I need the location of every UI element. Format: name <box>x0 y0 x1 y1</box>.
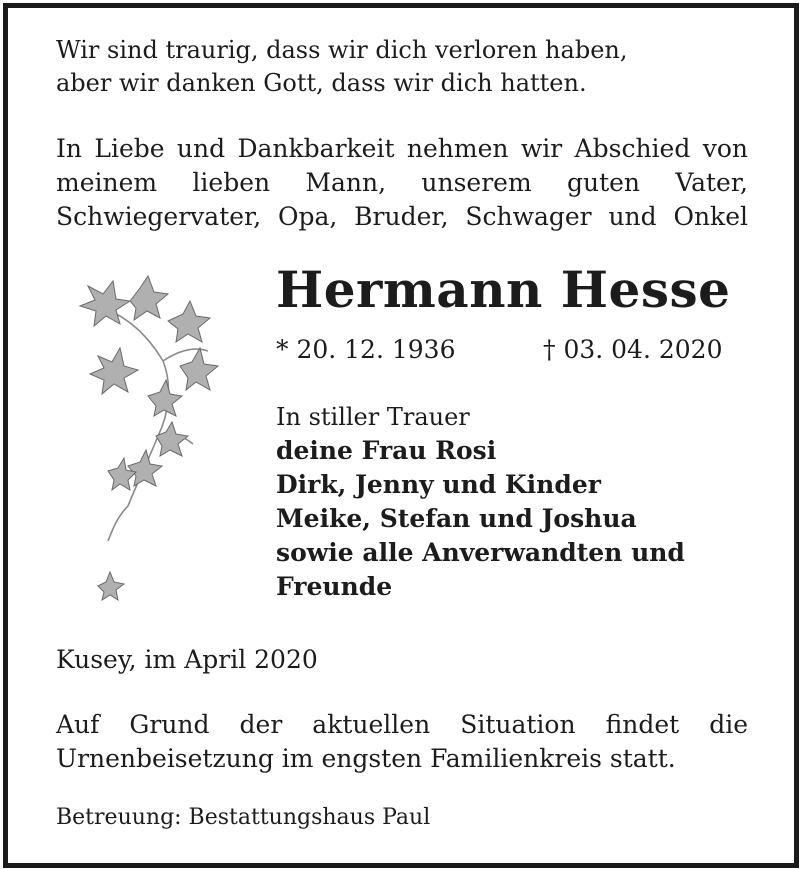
mourner-line-2: Dirk, Jenny und Kinder <box>276 470 601 499</box>
mourner-line-5: Freunde <box>276 572 393 601</box>
mourner-line-4: sowie alle Anverwandten und <box>276 538 685 567</box>
intro-line-2: meinem lieben Mann, unserem guten Vater, <box>56 168 748 197</box>
birth-date: * 20. 12. 1936 <box>276 335 456 364</box>
deceased-name: Hermann Hesse <box>276 260 731 319</box>
mourner-line-3: Meike, Stefan und Joshua <box>276 504 637 533</box>
notice-line-2: Urnenbeisetzung im engsten Familienkreis statt. <box>56 744 676 773</box>
obituary-frame <box>3 3 799 868</box>
funeral-home: Betreuung: Bestattungshaus Paul <box>56 805 431 830</box>
mourners-intro: In stiller Trauer <box>276 403 470 431</box>
place-date: Kusey, im April 2020 <box>56 645 318 674</box>
death-date: † 03. 04. 2020 <box>543 335 723 364</box>
ivy-branch-icon <box>68 266 238 616</box>
quote-line-1: Wir sind traurig, dass wir dich verloren haben, <box>56 36 628 64</box>
intro-line-3: Schwiegervater, Opa, Bruder, Schwager und Onkel <box>56 202 748 231</box>
notice-line-1: Auf Grund der aktuellen Situation findet die <box>56 710 748 739</box>
mourner-line-1: deine Frau Rosi <box>276 436 497 465</box>
intro-line-1: In Liebe und Dankbarkeit nehmen wir Abschied von <box>56 134 748 163</box>
quote-line-2: aber wir danken Gott, dass wir dich hatten. <box>56 69 587 97</box>
